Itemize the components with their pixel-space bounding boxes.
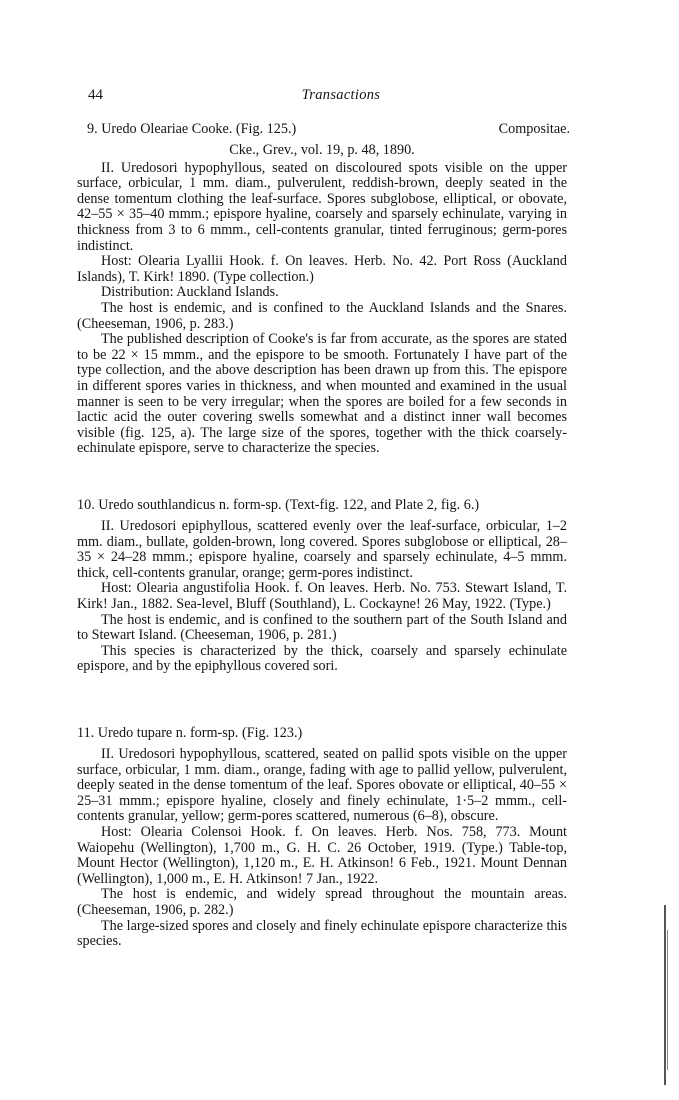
species-description: II. Uredosori hypophyllous, seated on discoloured spots visible on the upper surface, orbicular, 1 mm. diam., pulverulent, reddish-brown, deeply seated in the dense tomentum clothing the leaf-surface. Spores subglobose, elliptical, or obovate, 42–55 × 35–40 mmm.; epispore hyaline, coarsely and sparsely echinulate, varying in thickness from 3 to 6 mmm., cell-contents granular, tinted ferruginous; germ-pores indistinct. <box>77 159 567 254</box>
species-number: 9. <box>87 121 98 137</box>
species-entry-11 <box>77 726 567 950</box>
species-description: II. Uredosori hypophyllous, scattered, seated on pallid spots visible on the upper surface, orbicular, 1 mm. diam., orange, fading with age to pallid yellow, pulverulent, deeply seated in the dense tomentum of the leaf. Spores obovate or elliptical, 40–55 × 25–31 mmm.; epispore hyaline, closely and finely echinulate, 1·5–2 mmm., cell-contents granular, yellow; germ-pores scattered, numerous (6–8), obscure. <box>77 746 567 825</box>
species-title <box>77 498 479 514</box>
species-title <box>77 726 302 742</box>
species-note: The host is endemic, and widely spread throughout the mountain areas. (Cheeseman, 1906, p. 282.) <box>77 886 567 918</box>
species-reference: Cke., Grev., vol. 19, p. 48, 1890. <box>229 142 415 158</box>
species-name: Uredo Oleariae <box>101 121 189 137</box>
scan-edge-mark <box>667 930 668 1070</box>
species-distribution: Distribution: Auckland Islands. <box>101 284 279 301</box>
species-authority: Cooke. <box>191 121 233 137</box>
species-entry-9 <box>77 121 570 457</box>
species-title-line <box>77 726 567 744</box>
species-name: Uredo tupare <box>97 725 173 741</box>
page-number: 44 <box>88 87 103 103</box>
species-note: The host is endemic, and is confined to the Auckland Islands and the Snares. (Cheeseman, 1906, p. 283.) <box>77 299 567 332</box>
species-title-line <box>77 498 567 516</box>
species-note: The large-sized spores and closely and finely echinulate epispore characterize this species. <box>77 917 567 950</box>
species-description: II. Uredosori epiphyllous, scattered evenly over the leaf-surface, orbicular, 1–2 mm. diam., bullate, golden-brown, long covered. Spores subglobose or elliptical, 28–35 × 24–28 mmm.; epispore hyaline, coarsely and sparsely echinulate, 4–5 mmm. thick, cell-contents granular, orange; germ-pores indistinct. <box>77 518 567 581</box>
species-note: The published description of Cooke's is far from accurate, as the spores are stated to be 22 × 15 mmm., and the epispore to be smooth. Fortunately I have part of the type collection, and the above description has been drawn up from this. The epispore in different spores varies in thickness, and when mounted and examined in the usual manner is seen to be very irregular; when the spores are boiled for a few seconds in lactic acid the outer covering swells somewhat and a distinct inner wall becomes visible (fig. 125, a). The large size of the spores, together with the thick coarsely-echinulate epispore, serve to characterize the species. <box>77 331 567 457</box>
page-header <box>88 87 594 107</box>
species-number: 10. <box>77 497 95 513</box>
species-host: Host: Olearia Colensoi Hook. f. On leaves. Herb. Nos. 758, 773. Mount Waiopehu (Wellington), 1,700 m., G. H. C. 26 October, 1919. (Type.) Table-top, Mount Hector (Wellington), 1,120 m., E. H. Atkinson! 6 Feb., 1921. Mount Dennan (Wellington), 1,000 m., E. H. Atkinson! 7 Jan., 1922. <box>77 823 567 887</box>
running-title: Transactions <box>301 87 381 103</box>
species-host: Host: Olearia Lyallii Hook. f. On leaves. Herb. No. 42. Port Ross (Auckland Islands), T. Kirk! 1890. (Type collection.) <box>77 253 567 285</box>
species-family: Compositae. <box>498 121 570 137</box>
species-title-line <box>77 121 570 140</box>
species-name: Uredo southlandicus <box>98 497 216 513</box>
species-note: The host is endemic, and is confined to the southern part of the South Island and to Stewart Island. (Cheeseman, 1906, p. 281.) <box>77 611 567 644</box>
species-figure: (Text-fig. 122, and Plate 2, fig. 6.) <box>285 497 480 513</box>
species-number: 11. <box>77 725 95 741</box>
species-figure: (Fig. 123.) <box>241 725 303 741</box>
species-figure: (Fig. 125.) <box>235 121 297 137</box>
species-note: This species is characterized by the thick, coarsely and sparsely echinulate epispore, and by the epiphyllous covered sori. <box>77 642 567 675</box>
species-entry-10 <box>77 498 567 675</box>
scan-edge-mark <box>664 905 666 1085</box>
species-host: Host: Olearia angustifolia Hook. f. On leaves. Herb. No. 753. Stewart Island, T. Kirk! Jan., 1882. Sea-level, Bluff (Southland), L. Cockayne! 26 May, 1922. (Type.) <box>77 580 567 612</box>
species-authority: n. form-sp. <box>218 497 282 513</box>
species-authority: n. form-sp. <box>175 725 239 741</box>
species-title <box>87 122 296 138</box>
